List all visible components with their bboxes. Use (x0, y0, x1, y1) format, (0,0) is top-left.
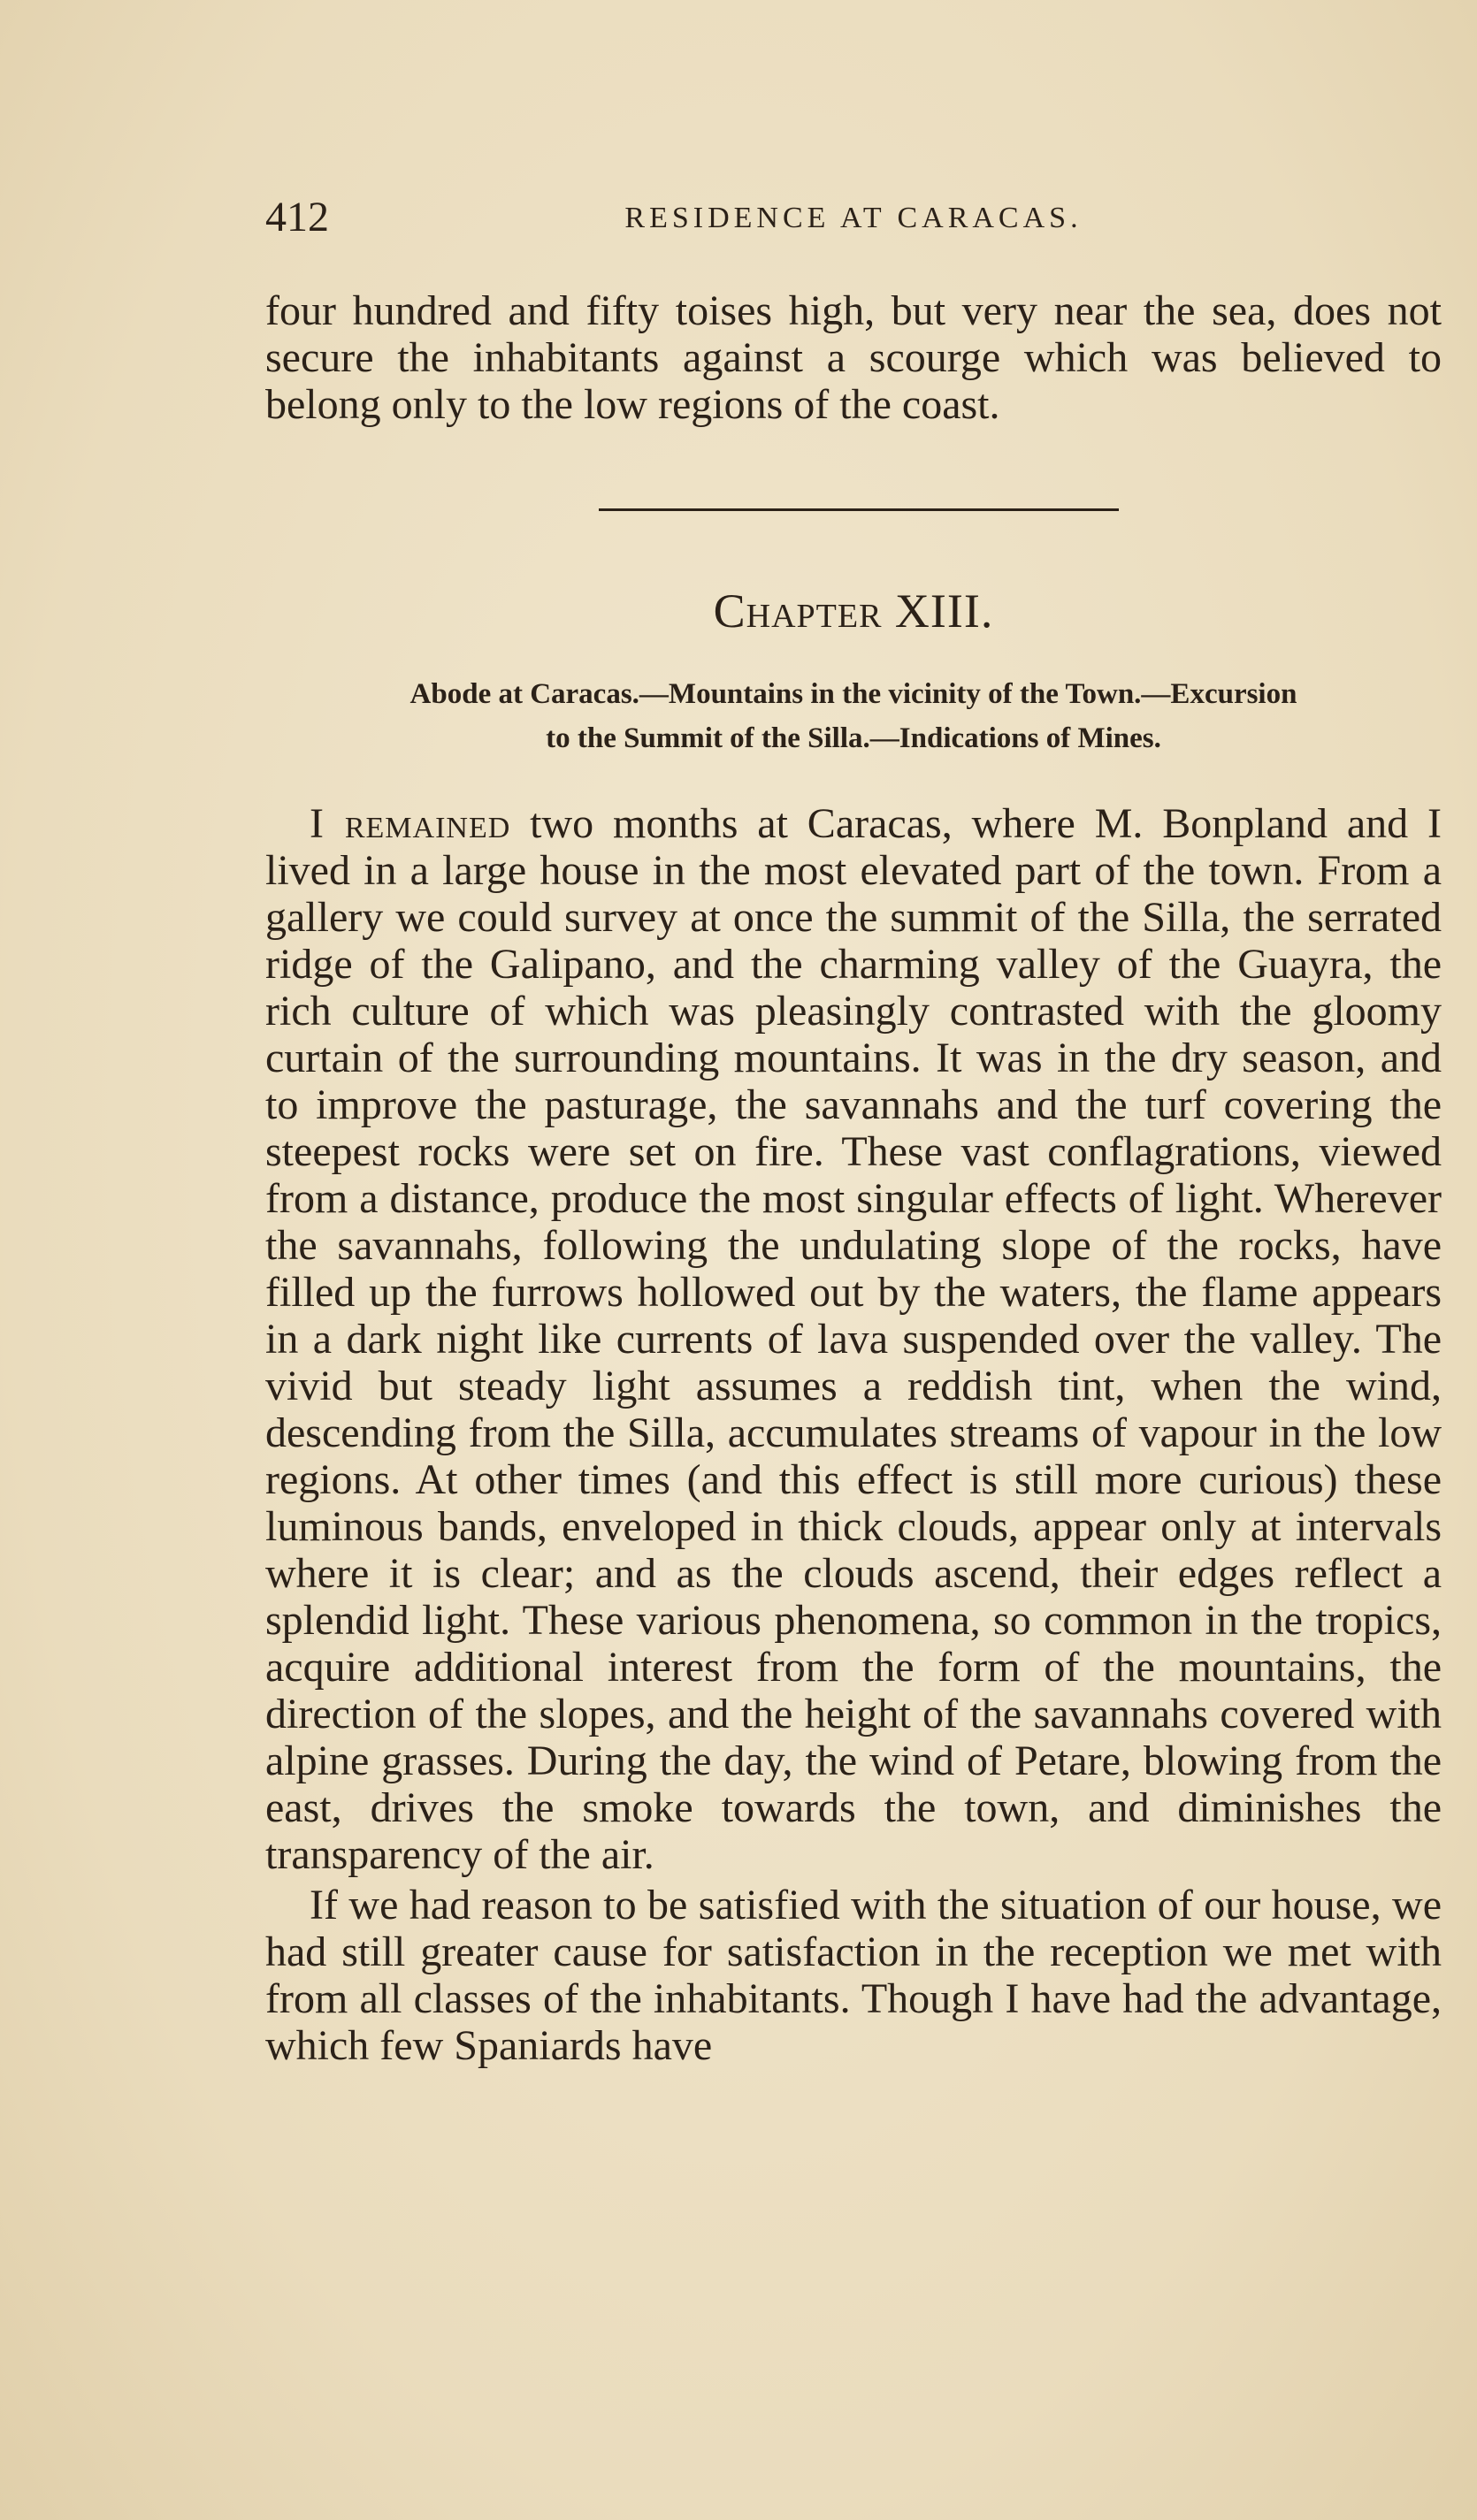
page-number: 412 (265, 194, 329, 241)
chapter-title: Chapter XIII. (713, 584, 994, 638)
chapter-summary-line-1: Abode at Caracas.—Mountains in the vicinity of the Town.—Excursion (409, 678, 1297, 710)
chapter-summary-line-2: to the Summit of the Silla.—Indications of Mines. (546, 722, 1161, 754)
paragraph-1-text: two months at Caracas, where M. Bonpland and I lived in a large house in the most elevated part of the town. From a gallery we could survey at once the summit of the Silla, the serrated ridge of the Galipano, and the charming valley of the Guayra, the rich culture of which was pleasingly contrasted with the gloomy curtain of the surrounding mountains. It was in the dry season, and to improve the pasturage, the savannahs and the turf covering the steepest rocks were set on fire. These vast conflagrations, viewed from a distance, produce the most singular effects of light. Wherever the savannahs, following the undulating slope of the rocks, have filled up the furrows hollowed out by the waters, the flame appears in a dark night like currents of lava suspended over the valley. The vivid but steady light assumes a reddish tint, when the wind, descending from the Silla, accumulates streams of vapour in the low regions. At other times (and this effect is still more curious) these luminous bands, enveloped in thick clouds, appear only at intervals where it is clear; and as the clouds ascend, their edges reflect a splendid light. These various phenomena, so common in the tropics, acquire additional interest from the form of the mountains, the direction of the slopes, and the height of the savannahs covered with alpine grasses. During the day, the wind of Petare, blowing from the east, drives the smoke towards the town, and diminishes the transparency of the air. (265, 800, 1442, 1878)
chapter-divider-rule (599, 508, 1119, 511)
paragraph-1-opening-words: I remained (310, 800, 511, 847)
paragraph-1 (265, 800, 1442, 1878)
page-header (265, 193, 1442, 246)
running-title: RESIDENCE AT CARACAS. (624, 202, 1083, 234)
chapter-summary (265, 672, 1442, 760)
lead-paragraph (265, 287, 1442, 428)
lead-paragraph-text: four hundred and fifty toises high, but very near the sea, does not secure the inhabitants against a scourge which was believed to belong only to the low regions of the coast. (265, 287, 1442, 428)
paragraph-2: If we had reason to be satisfied with the situation of our house, we had still greater cause for satisfaction in the reception we met with from all classes of the inhabitants. Though I have had the advantage, which few Spaniards have (265, 1882, 1442, 2069)
chapter-body (265, 800, 1442, 2480)
